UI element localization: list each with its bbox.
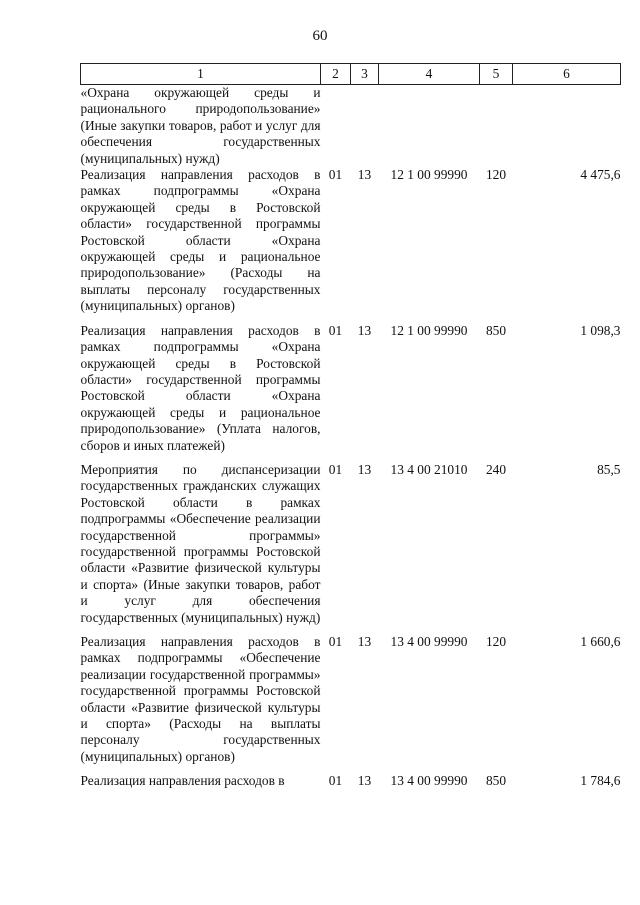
continuation-row (81, 85, 621, 168)
column-header-3: 3 (351, 64, 379, 85)
row-subsection-code: 13 (357, 167, 372, 183)
row-target-code: 13 4 00 21010 (390, 461, 468, 477)
row-section-code: 01 (328, 461, 343, 477)
row-expense-type: 120 (485, 634, 507, 649)
column-header-5: 5 (480, 64, 513, 85)
header-row (81, 64, 621, 85)
row-target-code: 13 4 00 99990 (390, 773, 468, 789)
row-amount: 1 098,3 (580, 322, 621, 338)
column-header-4: 4 (379, 64, 480, 85)
row-subsection-code: 13 (357, 461, 372, 477)
row-target-code: 13 4 00 99990 (390, 634, 468, 649)
row-subsection-code: 13 (357, 773, 372, 789)
row-target-code: 12 1 00 99990 (390, 167, 468, 183)
column-header-1: 1 (81, 64, 321, 85)
row-description: Мероприятия по диспансеризации государственных гражданских служащих Ростовской области в рамках подпрограммы «Обеспечение реализации государственной программы» государственной программы Ростовской области «Развитие физической культуры и спорта» (Иные закупки товаров, работ и услуг для обеспечения государственных (муниципальных) нужд) (80, 461, 321, 625)
row-subsection-code: 13 (357, 634, 372, 649)
row-amount: 1 784,6 (580, 773, 621, 789)
row-expense-type: 850 (485, 773, 507, 789)
row-expense-type: 120 (485, 167, 507, 183)
page-number: 60 (312, 28, 328, 44)
budget-table (80, 63, 621, 790)
row-expense-type: 240 (485, 461, 507, 477)
row-expense-type: 850 (485, 322, 507, 338)
row-amount: 85,5 (597, 461, 621, 477)
row-description: Реализация направления расходов в рамках подпрограммы «Обеспечение реализации государственной программы» государственной программы Ростовской области «Развитие физической культуры и спорта» (Расходы на выплаты персоналу государственных (муниципальных) органов) (80, 634, 321, 764)
row-subsection-code: 13 (357, 322, 372, 338)
continuation-description: «Охрана окружающей среды и рационального природопользование» (Иные закупки товаров, работ и услуг для обеспечения государственных (муниципальных) нужд) (80, 85, 321, 166)
table-row (81, 462, 621, 634)
row-description: Реализация направления расходов в рамках подпрограммы «Охрана окружающей среды в Ростовской области» государственной программы Ростовской области «Охрана окружающей среды и рациональное природопользование» (Расходы на выплаты персоналу государственных (муниципальных) органов) (80, 167, 321, 314)
row-target-code: 12 1 00 99990 (390, 322, 468, 338)
row-section-code: 01 (328, 167, 343, 183)
table-row (81, 323, 621, 462)
row-amount: 1 660,6 (580, 634, 621, 649)
table-row (81, 167, 621, 323)
row-section-code: 01 (328, 322, 343, 338)
row-section-code: 01 (328, 773, 343, 789)
row-description: Реализация направления расходов в рамках подпрограммы «Охрана окружающей среды в Ростовской области» государственной программы Ростовской области «Охрана окружающей среды и рациональное природопользование» (Уплата налогов, сборов и иных платежей) (80, 322, 321, 453)
row-section-code: 01 (328, 634, 343, 649)
table-row (81, 634, 621, 773)
row-amount: 4 475,6 (580, 167, 621, 183)
row-description: Реализация направления расходов в (80, 773, 285, 789)
column-header-2: 2 (321, 64, 351, 85)
table-row (81, 773, 621, 789)
column-header-6: 6 (513, 64, 621, 85)
